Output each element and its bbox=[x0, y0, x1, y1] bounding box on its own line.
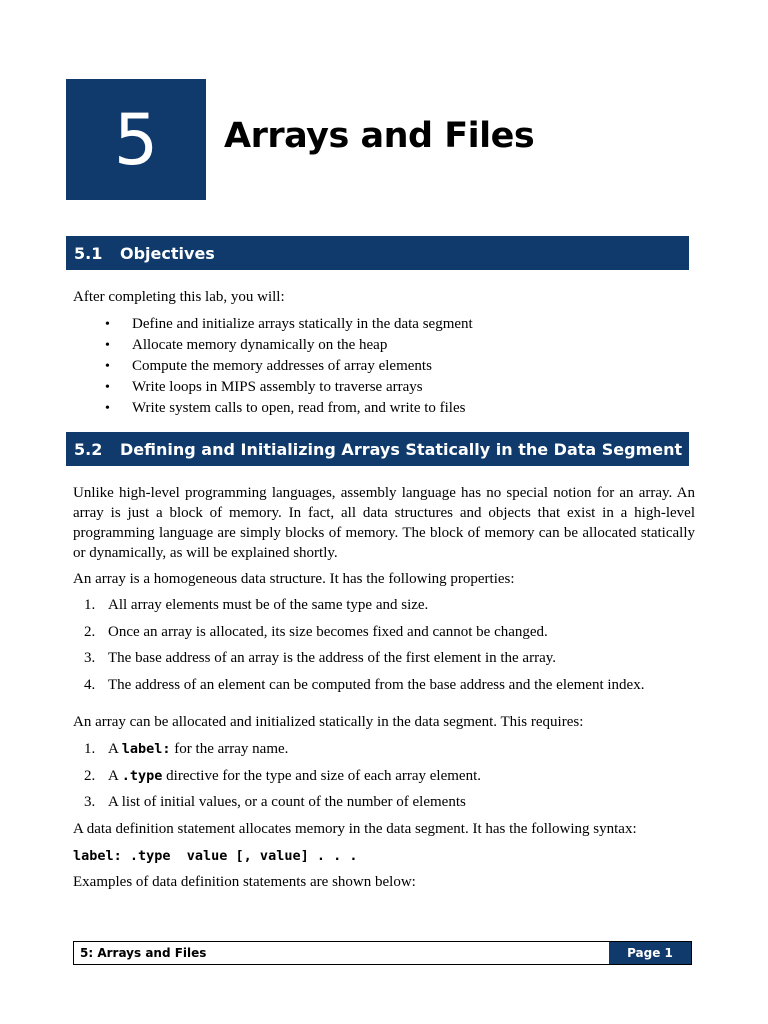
list-item: • Allocate memory dynamically on the heap bbox=[105, 335, 473, 356]
paragraph: Examples of data definition statements are shown below: bbox=[73, 874, 416, 890]
list-text: A bbox=[108, 741, 122, 757]
requirements-list bbox=[84, 739, 481, 819]
list-number: 2. bbox=[84, 767, 96, 784]
footer-page-number: Page 1 bbox=[609, 942, 691, 964]
list-number: 1. bbox=[84, 741, 96, 757]
paragraph: An array is a homogeneous data structure. It has the following properties: bbox=[73, 571, 515, 587]
list-item: • Compute the memory addresses of array elements bbox=[105, 356, 473, 377]
inline-code: label: bbox=[121, 741, 171, 757]
chapter-number-box bbox=[66, 79, 206, 200]
list-item bbox=[84, 766, 481, 793]
list-item bbox=[84, 648, 644, 675]
chapter-number: 5 bbox=[113, 98, 159, 181]
syntax-code: label: .type value [, value] . . . bbox=[73, 848, 358, 864]
paragraph: Unlike high-level programming languages, assembly language has no special notion for an array. An array is just a block of memory. In fact, all data structures and objects that exist in a high-level programming language are simply blocks of memory. The block of memory can be allocated statically or dynamically, as will be explained shortly. bbox=[73, 485, 695, 561]
list-text: Once an array is allocated, its size becomes fixed and cannot be changed. bbox=[108, 623, 548, 640]
section-heading-arrays bbox=[66, 432, 689, 466]
list-number: 2. bbox=[84, 623, 96, 640]
list-number: 3. bbox=[84, 650, 96, 666]
section-heading-objectives bbox=[66, 236, 689, 270]
paragraph: An array can be allocated and initialized statically in the data segment. This requires: bbox=[73, 714, 584, 730]
list-number: 3. bbox=[84, 794, 96, 810]
objectives-intro: After completing this lab, you will: bbox=[73, 289, 285, 305]
inline-code: .type bbox=[121, 767, 163, 784]
paragraph: A data definition statement allocates memory in the data segment. It has the following syntax: bbox=[73, 821, 637, 837]
section-title: Defining and Initializing Arrays Statically in the Data Segment bbox=[120, 439, 683, 459]
section-title: Objectives bbox=[120, 243, 215, 263]
properties-list bbox=[84, 595, 644, 701]
list-text: The address of an element can be computed from the base address and the element index. bbox=[108, 676, 645, 693]
list-item bbox=[84, 622, 644, 649]
section-number: 5.1 bbox=[74, 243, 103, 263]
list-number: 1. bbox=[84, 597, 96, 613]
list-item bbox=[84, 739, 481, 766]
list-item bbox=[84, 792, 481, 819]
list-item: • Write loops in MIPS assembly to traverse arrays bbox=[105, 377, 473, 398]
footer-chapter: 5: Arrays and Files bbox=[80, 946, 207, 960]
list-number: 4. bbox=[84, 676, 96, 693]
list-text: directive for the type and size of each array element. bbox=[162, 767, 481, 784]
list-item bbox=[84, 675, 644, 702]
list-text: for the array name. bbox=[170, 741, 289, 757]
page-footer bbox=[73, 941, 692, 965]
list-item bbox=[84, 595, 644, 622]
list-item: • Define and initialize arrays statically in the data segment bbox=[105, 314, 473, 335]
list-text: A bbox=[108, 767, 122, 784]
section-number: 5.2 bbox=[74, 439, 103, 459]
chapter-title: Arrays and Files bbox=[224, 116, 535, 156]
list-item: • Write system calls to open, read from, and write to files bbox=[105, 398, 473, 419]
list-text: A list of initial values, or a count of the number of elements bbox=[108, 794, 466, 810]
objectives-list bbox=[105, 314, 473, 419]
list-text: The base address of an array is the address of the first element in the array. bbox=[108, 650, 557, 666]
list-text: All array elements must be of the same type and size. bbox=[108, 597, 429, 613]
